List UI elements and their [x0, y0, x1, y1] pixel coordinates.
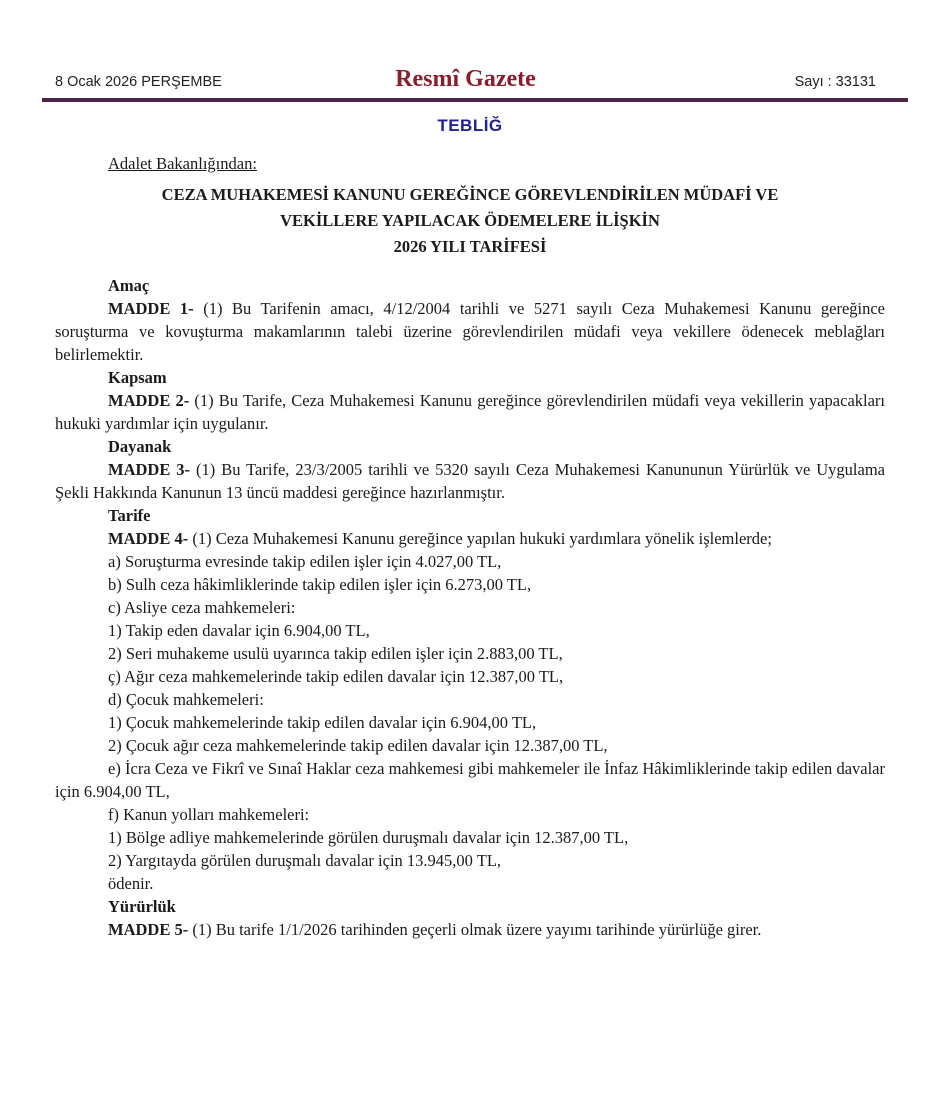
- issuing-authority: [55, 154, 885, 174]
- article-madde-3-text: (1) Bu Tarife, 23/3/2005 tarihli ve 5320 sayılı Ceza Muhakemesi Kanununun Yürürlük ve Uygulama Şekli Hakkında Kanunun 13 üncü maddesi gereğince hazırlanmıştır.: [55, 460, 885, 502]
- article-madde-4: [55, 527, 885, 550]
- heading-yururluk: Yürürlük: [108, 897, 176, 916]
- document-title-line3: 2026 YILI TARİFESİ: [393, 237, 547, 256]
- masthead-title: Resmî Gazete: [395, 66, 536, 92]
- article-madde-4-text: (1) Ceza Muhakemesi Kanunu gereğince yapılan hukuki yardımlara yönelik işlemlerde;: [188, 529, 772, 548]
- document-title-line2: VEKİLLERE YAPILACAK ÖDEMELERE İLİŞKİN: [280, 211, 660, 230]
- article-madde-3-label: MADDE 3-: [108, 460, 191, 479]
- article-madde-1-label: MADDE 1-: [108, 299, 194, 318]
- closing-word-odenir: ödenir.: [108, 874, 154, 893]
- masthead-date: 8 Ocak 2026 PERŞEMBE: [55, 74, 222, 90]
- tariff-item-c: c) Asliye ceza mahkemeleri:: [108, 598, 296, 617]
- heading-dayanak: Dayanak: [108, 437, 172, 456]
- document-title: [0, 182, 940, 260]
- article-madde-2-text: (1) Bu Tarife, Ceza Muhakemesi Kanunu gereğince görevlendirilen müdafi veya vekillerin yapacakları hukuki yardımlar için uygulanır.: [55, 391, 885, 433]
- document-title-line1: CEZA MUHAKEMESİ KANUNU GEREĞİNCE GÖREVLENDİRİLEN MÜDAFİ VE: [161, 185, 779, 204]
- article-madde-5-text: (1) Bu tarife 1/1/2026 tarihinden geçerli olmak üzere yayımı tarihinde yürürlüğe girer.: [188, 920, 762, 939]
- tariff-item-c-2: 2) Seri muhakeme usulü uyarınca takip edilen işler için 2.883,00 TL,: [108, 644, 563, 663]
- article-madde-4-label: MADDE 4-: [108, 529, 189, 548]
- issuing-authority-text: Adalet Bakanlığından:: [108, 154, 257, 173]
- document-body: [55, 274, 885, 941]
- tariff-item-d-2: 2) Çocuk ağır ceza mahkemelerinde takip edilen davalar için 12.387,00 TL,: [108, 736, 608, 755]
- heading-kapsam: Kapsam: [108, 368, 167, 387]
- article-madde-1: [55, 297, 885, 366]
- article-madde-3: [55, 458, 885, 504]
- tariff-item-a: a) Soruşturma evresinde takip edilen işler için 4.027,00 TL,: [108, 552, 502, 571]
- tariff-item-f-1: 1) Bölge adliye mahkemelerinde görülen duruşmalı davalar için 12.387,00 TL,: [108, 828, 629, 847]
- section-label: TEBLİĞ: [437, 116, 503, 135]
- masthead-issue-number: Sayı : 33131: [794, 74, 876, 90]
- heading-tarife: Tarife: [108, 506, 151, 525]
- tariff-item-e: e) İcra Ceza ve Fikrî ve Sınaî Haklar ceza mahkemesi gibi mahkemeler ile İnfaz Hâkimliklerinde takip edilen davalar için 6.904,00 TL,: [55, 759, 885, 801]
- article-madde-5: [55, 918, 885, 941]
- tariff-item-c-1: 1) Takip eden davalar için 6.904,00 TL,: [108, 621, 370, 640]
- tariff-item-d: d) Çocuk mahkemeleri:: [108, 690, 264, 709]
- tariff-item-d-1: 1) Çocuk mahkemelerinde takip edilen davalar için 6.904,00 TL,: [108, 713, 537, 732]
- article-madde-2-label: MADDE 2-: [108, 391, 190, 410]
- heading-amac: Amaç: [108, 276, 150, 295]
- article-madde-5-label: MADDE 5-: [108, 920, 189, 939]
- tariff-item-f-2: 2) Yargıtayda görülen duruşmalı davalar için 13.945,00 TL,: [108, 851, 502, 870]
- article-madde-1-text: (1) Bu Tarifenin amacı, 4/12/2004 tarihli ve 5271 sayılı Ceza Muhakemesi Kanunu gereğince soruşturma ve kovuşturma makamlarının talebi üzerine görevlendirilen müdafi veya vekillere ödenecek meblağları belirlemektir.: [55, 299, 886, 364]
- masthead: [0, 0, 940, 93]
- masthead-rule: [42, 98, 908, 102]
- article-madde-2: [55, 389, 885, 435]
- tariff-item-f: f) Kanun yolları mahkemeleri:: [108, 805, 310, 824]
- tariff-item-cc: ç) Ağır ceza mahkemelerinde takip edilen davalar için 12.387,00 TL,: [108, 667, 564, 686]
- tariff-item-b: b) Sulh ceza hâkimliklerinde takip edilen işler için 6.273,00 TL,: [108, 575, 532, 594]
